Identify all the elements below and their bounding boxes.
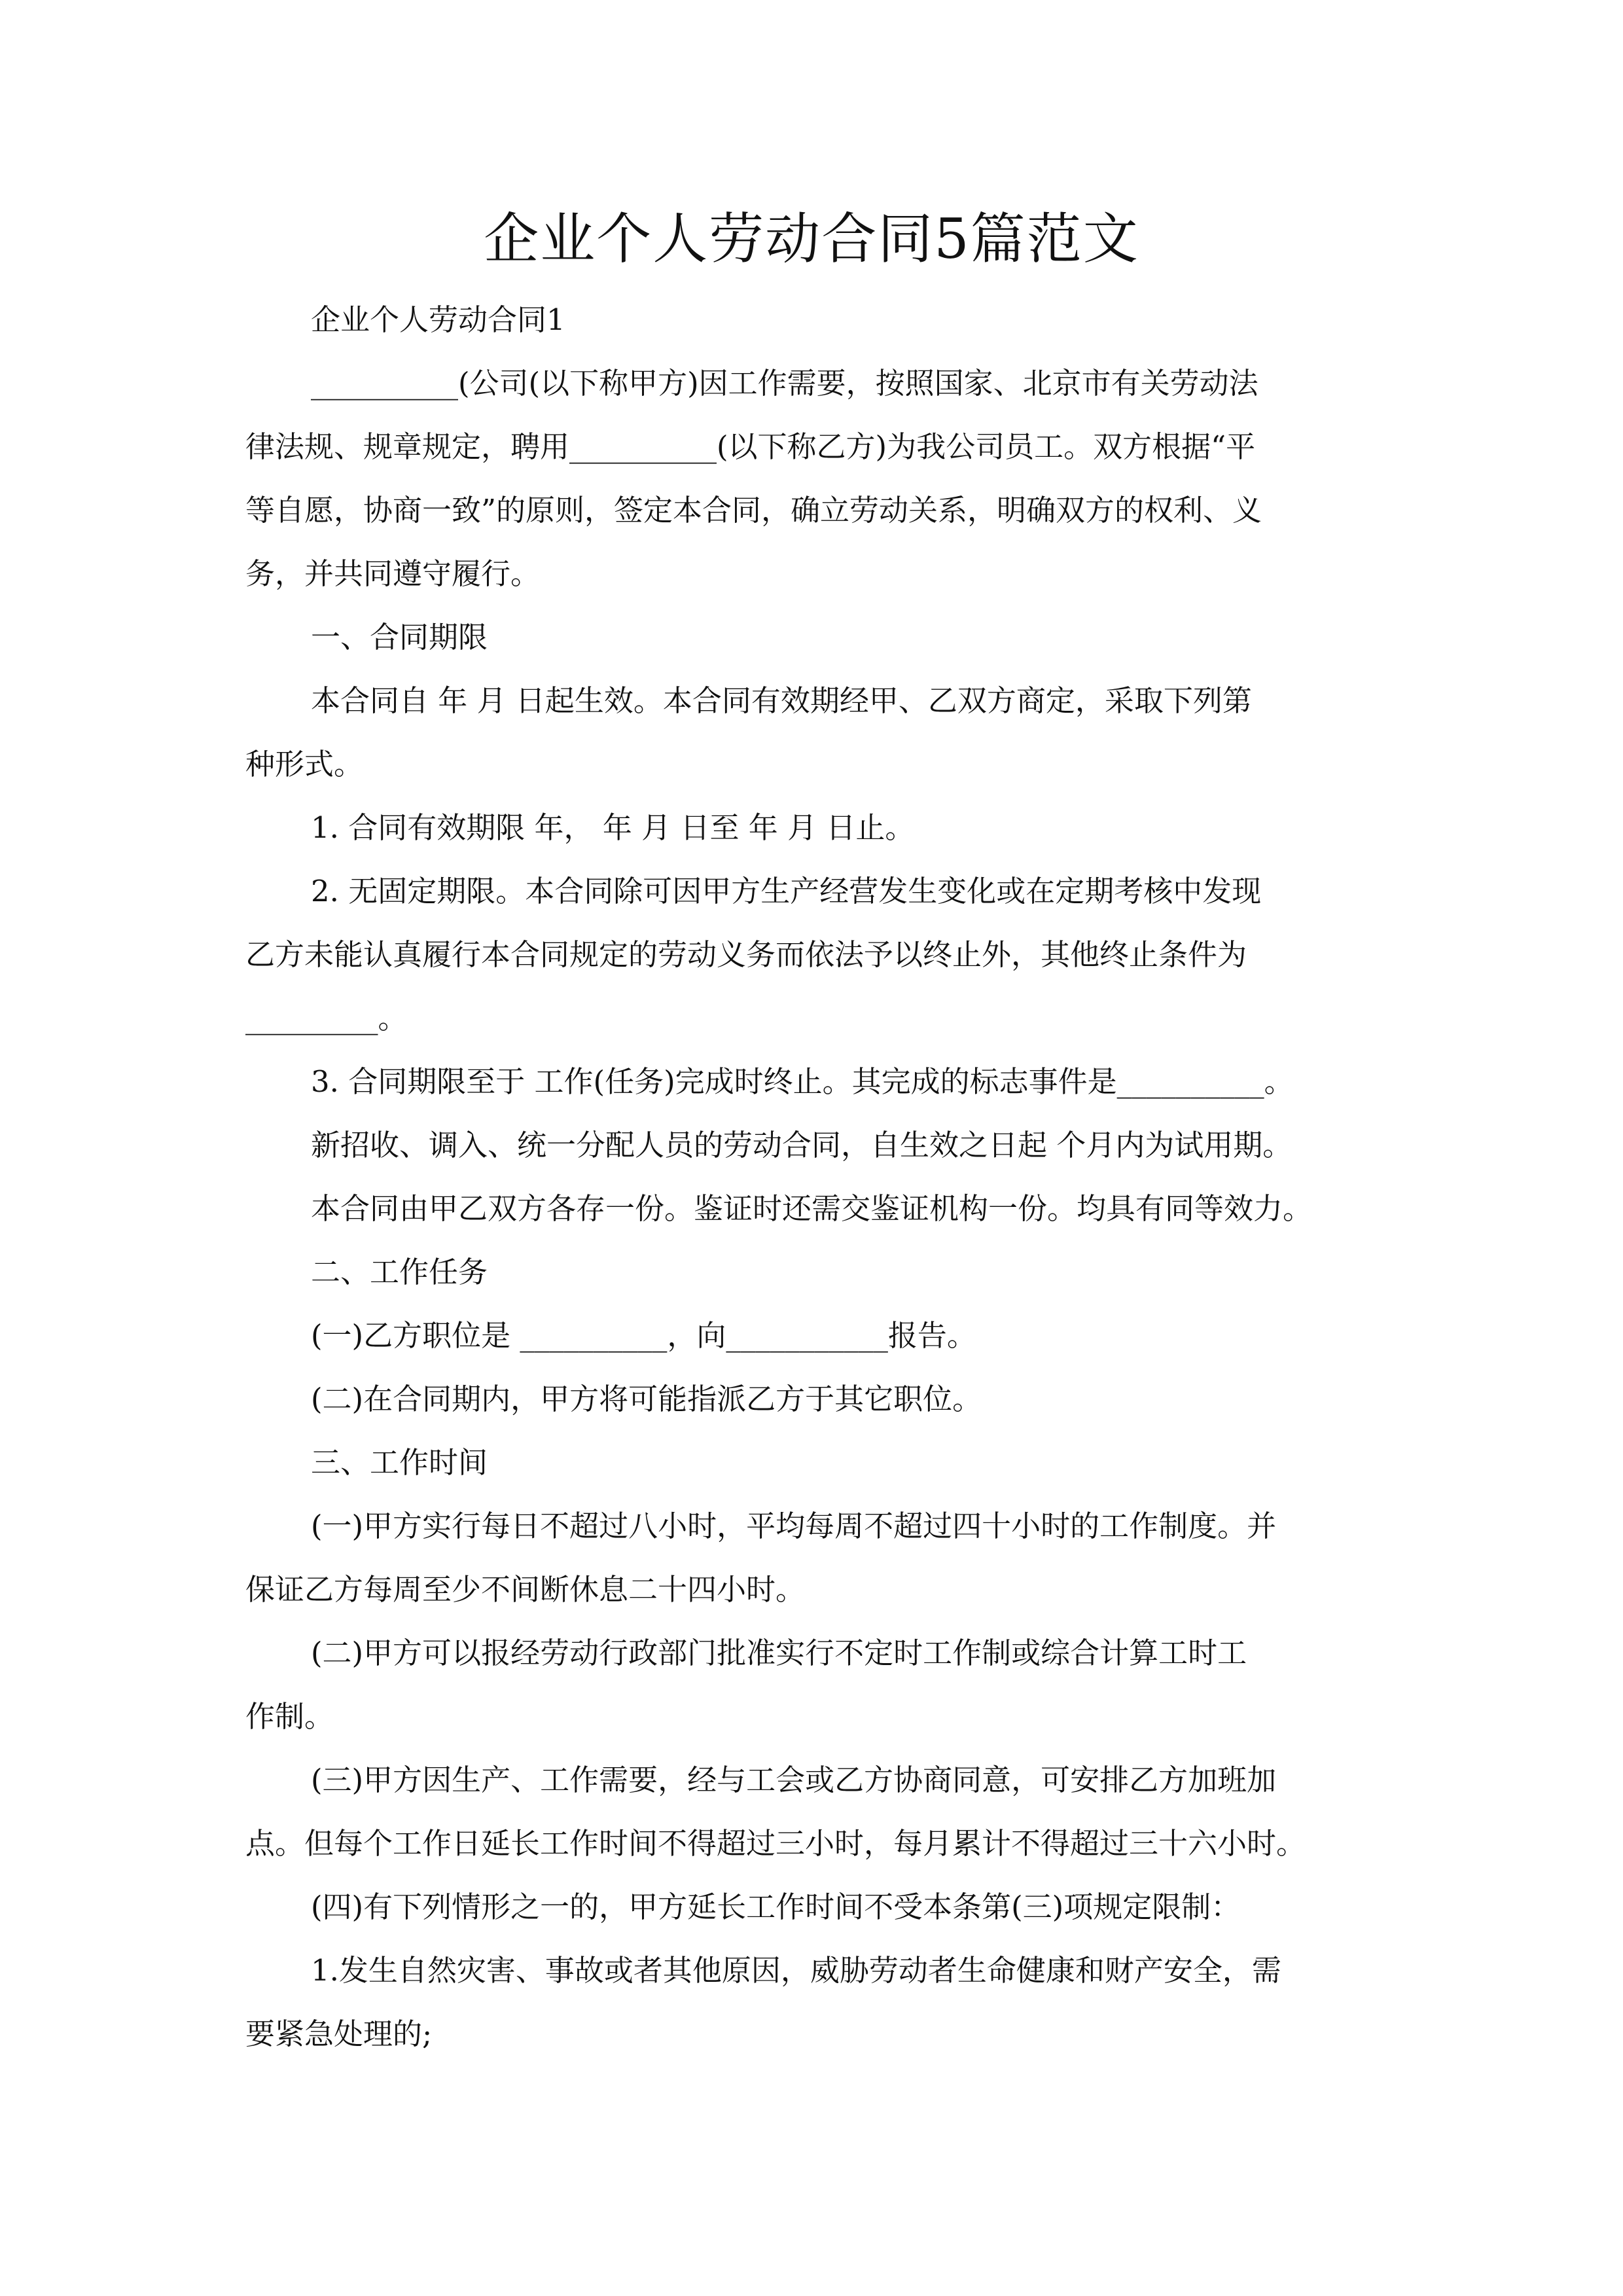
paragraph-line: 本合同由甲乙双方各存一份。鉴证时还需交鉴证机构一份。均具有同等效力。 — [311, 1191, 1313, 1226]
paragraph-line: (二)甲方可以报经劳动行政部门批准实行不定时工作制或综合计算工时工 — [311, 1636, 1247, 1670]
paragraph-line: 本合同自 年 月 日起生效。本合同有效期经甲、乙双方商定，采取下列第 — [311, 683, 1252, 718]
paragraph-line: 作制。 — [245, 1699, 334, 1734]
paragraph-line: 1. 合同有效期限 年， 年 月 日至 年 月 日止。 — [311, 810, 915, 845]
document-title: 企业个人劳动合同5篇范文 — [484, 207, 1139, 271]
paragraph-line: _________。 — [245, 1001, 408, 1035]
paragraph-line: 要紧急处理的; — [245, 2017, 433, 2051]
section-heading: 三、工作时间 — [311, 1445, 488, 1480]
paragraph-line: 2. 无固定期限。本合同除可因甲方生产经营发生变化或在定期考核中发现 — [311, 874, 1262, 908]
paragraph-line: 律法规、规章规定，聘用__________(以下称乙方)为我公司员工。双方根据“平 — [245, 429, 1256, 464]
paragraph-line: 点。但每个工作日延长工作时间不得超过三小时，每月累计不得超过三十六小时。 — [245, 1826, 1306, 1861]
paragraph-line: 乙方未能认真履行本合同规定的劳动义务而依法予以终止外，其他终止条件为 — [245, 937, 1247, 972]
paragraph-line: (二)在合同期内，甲方将可能指派乙方于其它职位。 — [311, 1382, 982, 1416]
section-heading: 二、工作任务 — [311, 1255, 488, 1289]
paragraph-line: 新招收、调入、统一分配人员的劳动合同，自生效之日起 个月内为试用期。 — [311, 1128, 1293, 1162]
section-heading: 企业个人劳动合同1 — [311, 302, 565, 337]
paragraph-line: (一)甲方实行每日不超过八小时，平均每周不超过四十小时的工作制度。并 — [311, 1509, 1277, 1543]
paragraph-line: (三)甲方因生产、工作需要，经与工会或乙方协商同意，可安排乙方加班加 — [311, 1763, 1277, 1797]
paragraph-line: 保证乙方每周至少不间断休息二十四小时。 — [245, 1572, 806, 1607]
paragraph-line: 务，并共同遵守履行。 — [245, 556, 541, 591]
paragraph-line: (四)有下列情形之一的，甲方延长工作时间不受本条第(三)项规定限制： — [311, 1890, 1241, 1924]
paragraph-line: 种形式。 — [245, 747, 364, 781]
paragraph-line: __________(公司(以下称甲方)因工作需要，按照国家、北京市有关劳动法 — [311, 366, 1258, 401]
paragraph-line: (一)乙方职位是 __________，向___________报告。 — [311, 1318, 976, 1353]
paragraph-line: 等自愿，协商一致”的原则，签定本合同，确立劳动关系，明确双方的权利、义 — [245, 493, 1262, 528]
paragraph-line: 3. 合同期限至于 工作(任务)完成时终止。其完成的标志事件是__________。 — [311, 1064, 1294, 1099]
paragraph-line: 1.发生自然灾害、事故或者其他原因，威胁劳动者生命健康和财产安全，需 — [311, 1953, 1281, 1988]
section-heading: 一、合同期限 — [311, 620, 488, 655]
